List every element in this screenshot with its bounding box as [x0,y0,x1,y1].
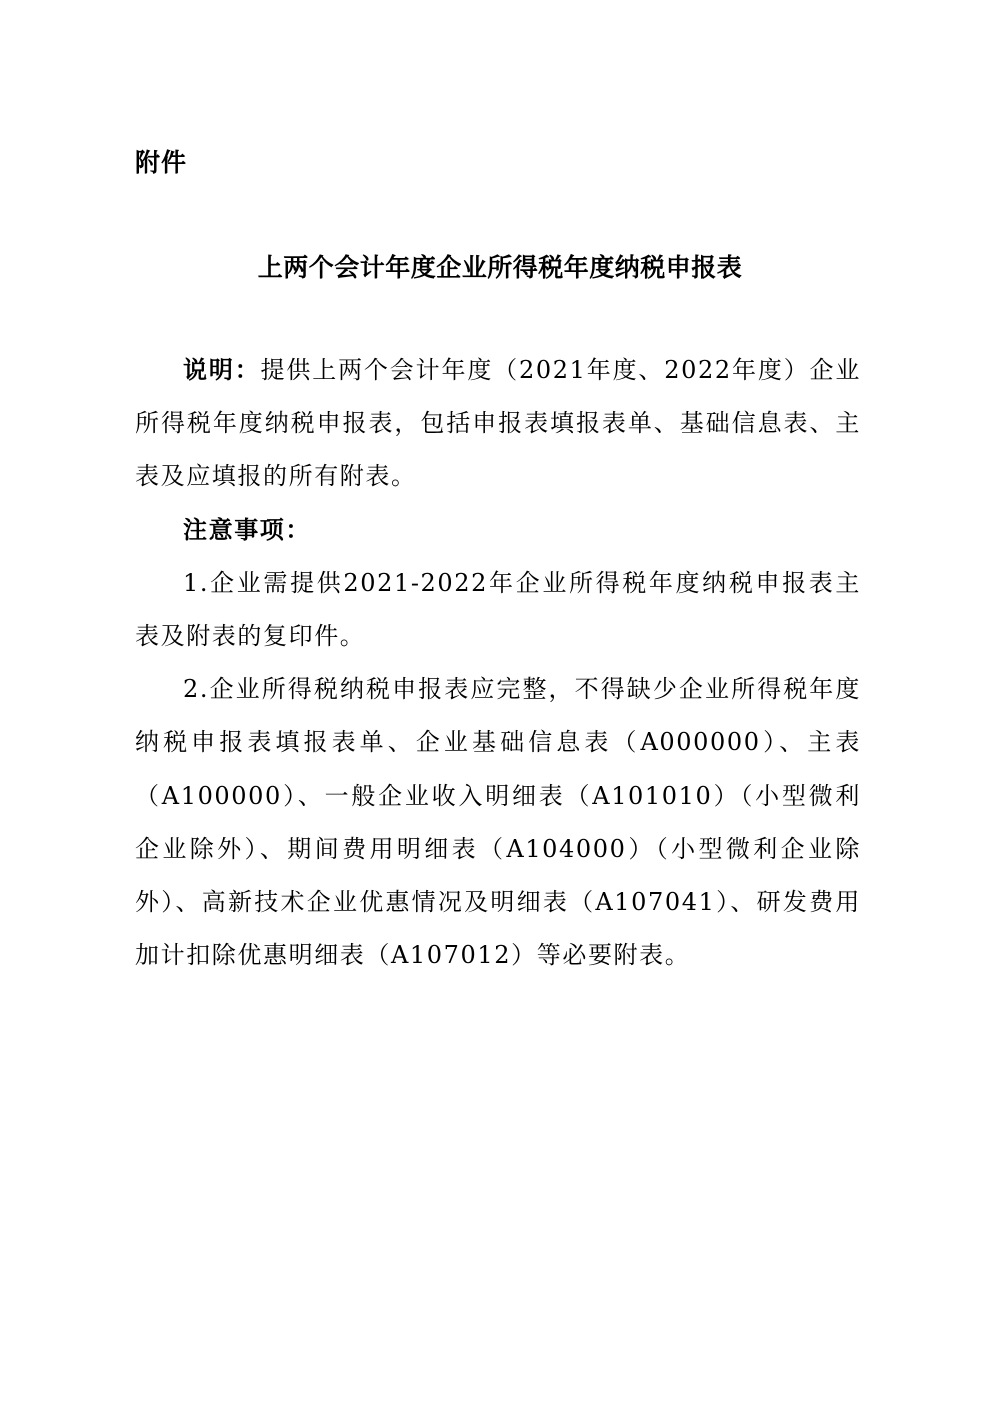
explanation-paragraph [135,344,861,504]
explanation-label: 说明： [183,356,261,384]
attachment-label: 附件 [135,148,188,177]
notes-heading-text: 注意事项： [183,515,311,544]
document-body [135,344,861,982]
note-item-1: 1.企业需提供2021-2022年企业所得税年度纳税申报表主表及附表的复印件。 [135,568,861,651]
document-title: 上两个会计年度企业所得税年度纳税申报表 [257,253,743,282]
notes-heading [135,504,861,557]
explanation-text: 提供上两个会计年度（2021年度、2022年度）企业所得税年度纳税申报表，包括申报表填报表单、基础信息表、主表及应填报的所有附表。 [135,356,861,491]
note-item-2: 2.企业所得税纳税申报表应完整，不得缺少企业所得税年度纳税申报表填报表单、企业基础信息表（A000000）、主表（A100000）、一般企业收入明细表（A101010）（小型微利企业除外）、期间费用明细表（A104000）（小型微利企业除外）、高新技术企业优惠情况及明细表（A107041）、研发费用加计扣除优惠明细表（A107012）等必要附表。 [135,675,861,970]
